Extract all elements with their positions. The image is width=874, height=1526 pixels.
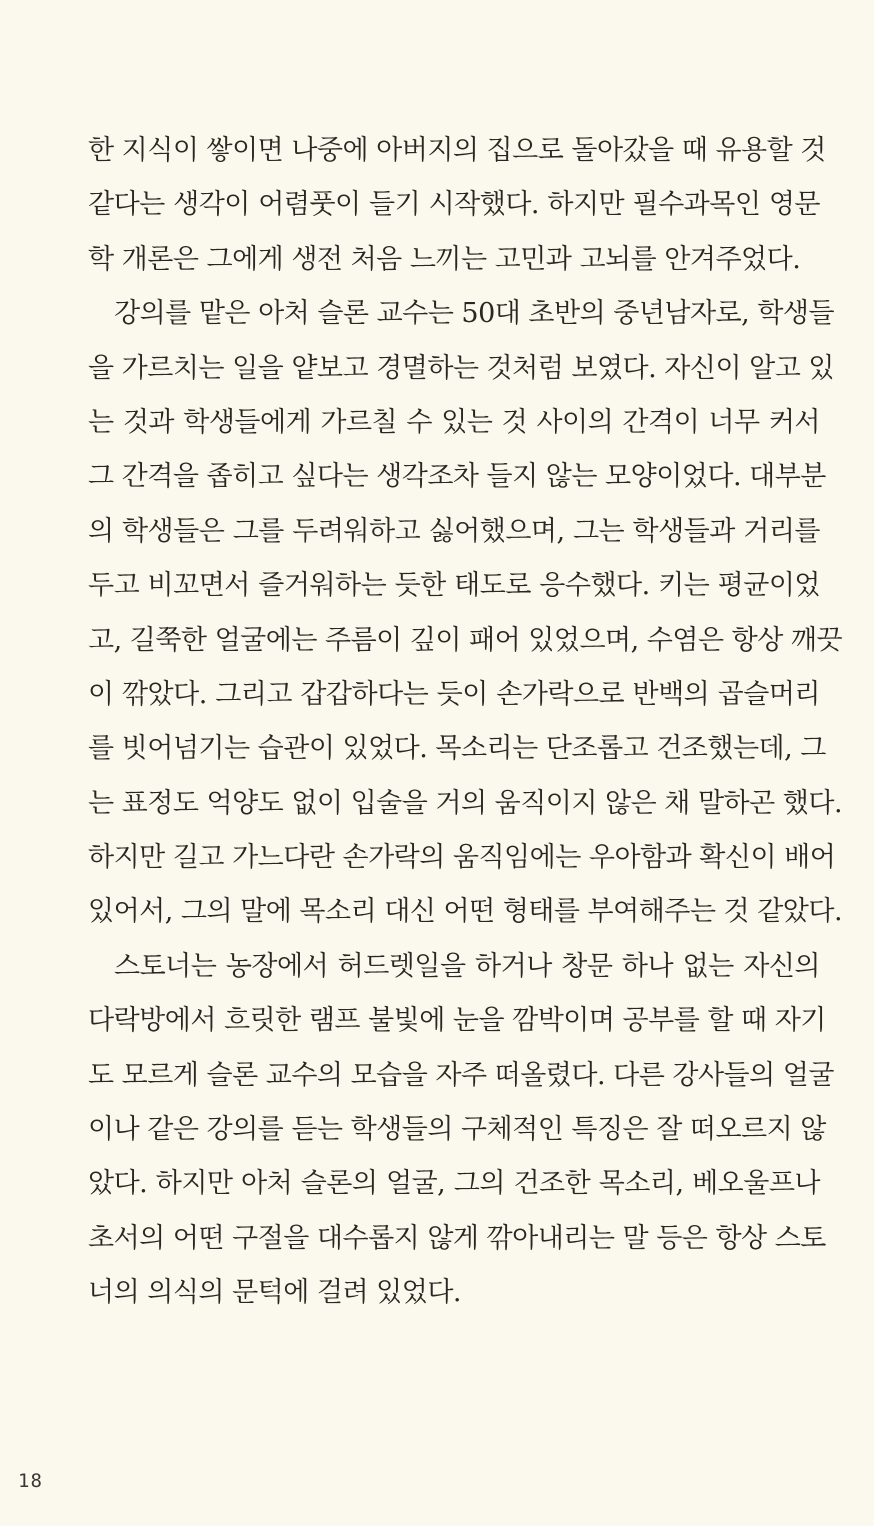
text-line: 한 지식이 쌓이면 나중에 아버지의 집으로 돌아갔을 때 유용할 것: [88, 135, 826, 166]
text-line: 같다는 생각이 어렴풋이 들기 시작했다. 하지만 필수과목인 영문: [88, 189, 820, 221]
paragraph-2: [88, 287, 843, 940]
text-line: 을 가르치는 일을 얕보고 경멸하는 것처럼 보였다. 자신이 알고 있: [88, 352, 834, 384]
text-line: 고, 길쭉한 얼굴에는 주름이 깊이 패어 있었으며, 수염은 항상 깨끗: [88, 624, 843, 656]
text-line: 그 간격을 좁히고 싶다는 생각조차 들지 않는 모양이었다. 대부분: [88, 461, 826, 493]
text-line: 도 모르게 슬론 교수의 모습을 자주 떠올렸다. 다른 강사들의 얼굴: [88, 1059, 834, 1091]
body-text: [88, 124, 843, 1321]
text-line: 두고 비꼬면서 즐거워하는 듯한 태도로 응수했다. 키는 평균이었: [88, 570, 820, 602]
text-line: 초서의 어떤 구절을 대수롭지 않게 깎아내리는 말 등은 항상 스토: [88, 1222, 826, 1254]
text-line: 학 개론은 그에게 생전 처음 느끼는 고민과 고뇌를 안겨주었다.: [88, 243, 801, 275]
text-line: 는 것과 학생들에게 가르칠 수 있는 것 사이의 간격이 너무 커서: [88, 406, 820, 438]
text-line: 았다. 하지만 아처 슬론의 얼굴, 그의 건조한 목소리, 베오울프나: [88, 1168, 820, 1200]
text-line: 이 깎았다. 그리고 갑갑하다는 듯이 손가락으로 반백의 곱슬머리: [88, 678, 820, 710]
paragraph-3: [88, 940, 834, 1321]
text-line: 스토너는 농장에서 허드렛일을 하거나 창문 하나 없는 자신의: [114, 950, 820, 982]
text-line: 의 학생들은 그를 두려워하고 싫어했으며, 그는 학생들과 거리를: [88, 515, 820, 547]
text-line: 는 표정도 억양도 없이 입술을 거의 움직이지 않은 채 말하곤 했다.: [88, 787, 843, 819]
text-line: 를 빗어넘기는 습관이 있었다. 목소리는 단조롭고 건조했는데, 그: [88, 733, 826, 765]
text-line: 다락방에서 흐릿한 램프 불빛에 눈을 깜박이며 공부를 할 때 자기: [88, 1005, 826, 1037]
text-line: 이나 같은 강의를 듣는 학생들의 구체적인 특징은 잘 떠오르지 않: [88, 1114, 826, 1146]
text-line: 있어서, 그의 말에 목소리 대신 어떤 형태를 부여해주는 것 같았다.: [88, 896, 843, 928]
text-line: 강의를 맡은 아처 슬론 교수는 50대 초반의 중년남자로, 학생들: [114, 298, 835, 330]
text-line: 너의 의식의 문턱에 걸려 있었다.: [88, 1277, 461, 1309]
page-number: 18: [18, 1470, 43, 1492]
paragraph-1: [88, 124, 826, 287]
text-line: 하지만 길고 가느다란 손가락의 움직임에는 우아함과 확신이 배어: [88, 842, 836, 874]
